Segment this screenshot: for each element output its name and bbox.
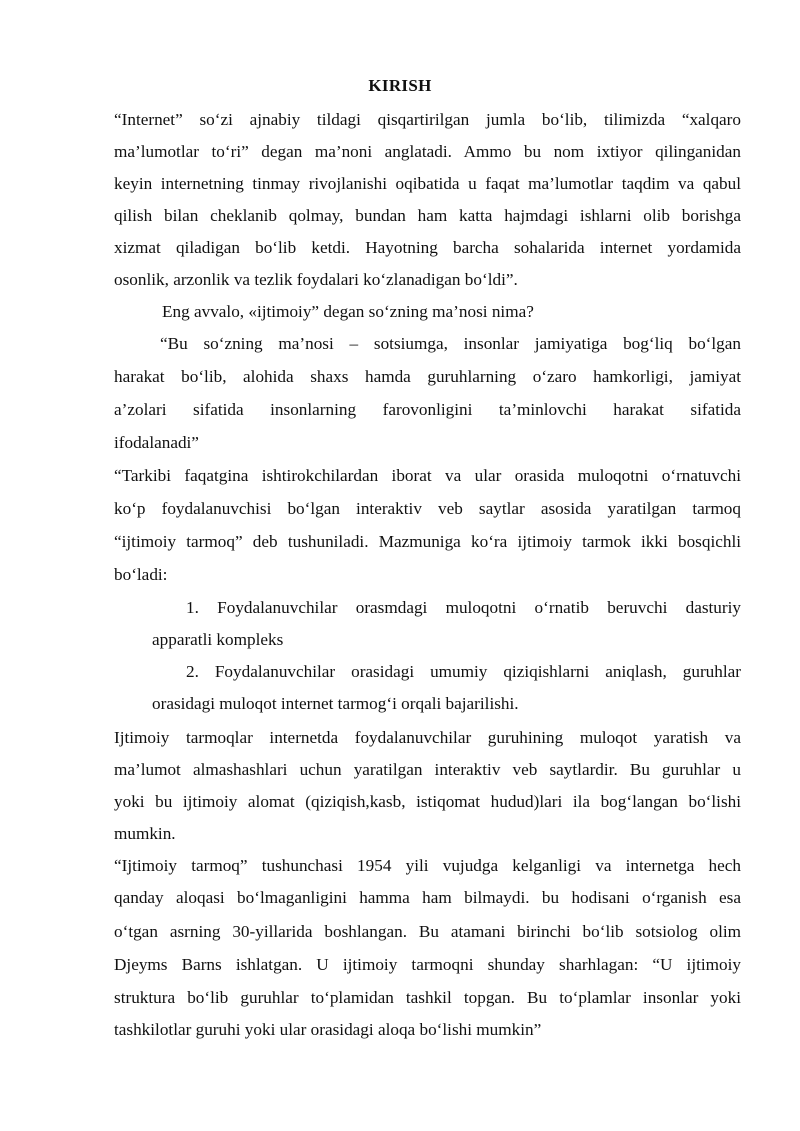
paragraph-5-line: Ijtimoiy tarmoqlar internetda foydalanuvchilar guruhining muloqot yaratish va [114, 728, 741, 747]
paragraph-3-line: harakat bo‘lib, alohida shaxs hamda guruhlarning o‘zaro hamkorligi, jamiyat [114, 367, 741, 386]
paragraph-4-line: “Tarkibi faqatgina ishtirokchilardan iborat va ular orasida muloqotni o‘rnatuvchi [114, 466, 741, 485]
paragraph-2-line: Eng avvalo, «ijtimoiy” degan so‘zning ma’nosi nima? [162, 302, 534, 321]
paragraph-3-line: ifodalanadi” [114, 433, 199, 452]
paragraph-6-line: o‘tgan asrning 30-yillarida boshlangan. Bu atamani birinchi bo‘lib sotsiolog olim [114, 922, 741, 941]
page-title: KIRISH [368, 76, 432, 95]
paragraph-1-line: keyin internetning tinmay rivojlanishi oqibatida u faqat ma’lumotlar taqdim va qabul [114, 174, 741, 193]
paragraph-6-line: tashkilotlar guruhi yoki ular orasidagi aloqa bo‘lishi mumkin” [114, 1020, 542, 1039]
paragraph-4-line: ko‘p foydalanuvchisi bo‘lgan interaktiv veb saytlar asosida yaratilgan tarmoq [114, 499, 741, 518]
paragraph-1-line: ma’lumotlar to‘ri” degan ma’noni anglatadi. Ammo bu nom ixtiyor qilinganidan [114, 142, 741, 161]
paragraph-4-line: bo‘ladi: [114, 565, 168, 584]
paragraph-3-line: “Bu so‘zning ma’nosi – sotsiumga, insonlar jamiyatiga bog‘liq bo‘lgan [160, 334, 741, 353]
list-item-2-line: 2. Foydalanuvchilar orasidagi umumiy qiziqishlarni aniqlash, guruhlar [186, 662, 741, 681]
paragraph-1-line: qilish bilan cheklanib qolmay, bundan ham katta hajmdagi ishlarni olib borishga [114, 206, 741, 225]
paragraph-1-line: “Internet” so‘zi ajnabiy tildagi qisqartirilgan jumla bo‘lib, tilimizda “xalqaro [114, 110, 741, 129]
list-item-1-line: apparatli kompleks [152, 630, 284, 649]
paragraph-5-line: yoki bu ijtimoiy alomat (qiziqish,kasb, istiqomat hudud)lari ila bog‘langan bo‘lishi [114, 792, 741, 811]
paragraph-1-line: osonlik, arzonlik va tezlik foydalari ko‘zlanadigan bo‘ldi”. [114, 270, 518, 289]
paragraph-6-line: “Ijtimoiy tarmoq” tushunchasi 1954 yili vujudga kelganligi va internetga hech [114, 856, 741, 875]
paragraph-5-line: ma’lumot almashashlari uchun yaratilgan interaktiv veb saytlardir. Bu guruhlar u [114, 760, 741, 779]
paragraph-6-line: qanday aloqasi bo‘lmaganligini hamma ham bilmaydi. bu hodisani o‘rganish esa [114, 888, 741, 907]
paragraph-5-line: mumkin. [114, 824, 176, 843]
paragraph-3-line: a’zolari sifatida insonlarning farovonligini ta’minlovchi harakat sifatida [114, 400, 741, 419]
list-item-2-line: orasidagi muloqot internet tarmog‘i orqali bajarilishi. [152, 694, 519, 713]
list-item-1-line: 1. Foydalanuvchilar orasmdagi muloqotni o‘rnatib beruvchi dasturiy [186, 598, 741, 617]
paragraph-4-line: “ijtimoiy tarmoq” deb tushuniladi. Mazmuniga ko‘ra ijtimoiy tarmok ikki bosqichli [114, 532, 741, 551]
paragraph-6-line: struktura bo‘lib guruhlar to‘plamidan tashkil topgan. Bu to‘plamlar insonlar yoki [114, 988, 741, 1007]
paragraph-6-line: Djeyms Barns ishlatgan. U ijtimoiy tarmoqni shunday sharhlagan: “U ijtimoiy [114, 955, 741, 974]
paragraph-1-line: xizmat qiladigan bo‘lib ketdi. Hayotning barcha sohalarida internet yordamida [114, 238, 741, 257]
